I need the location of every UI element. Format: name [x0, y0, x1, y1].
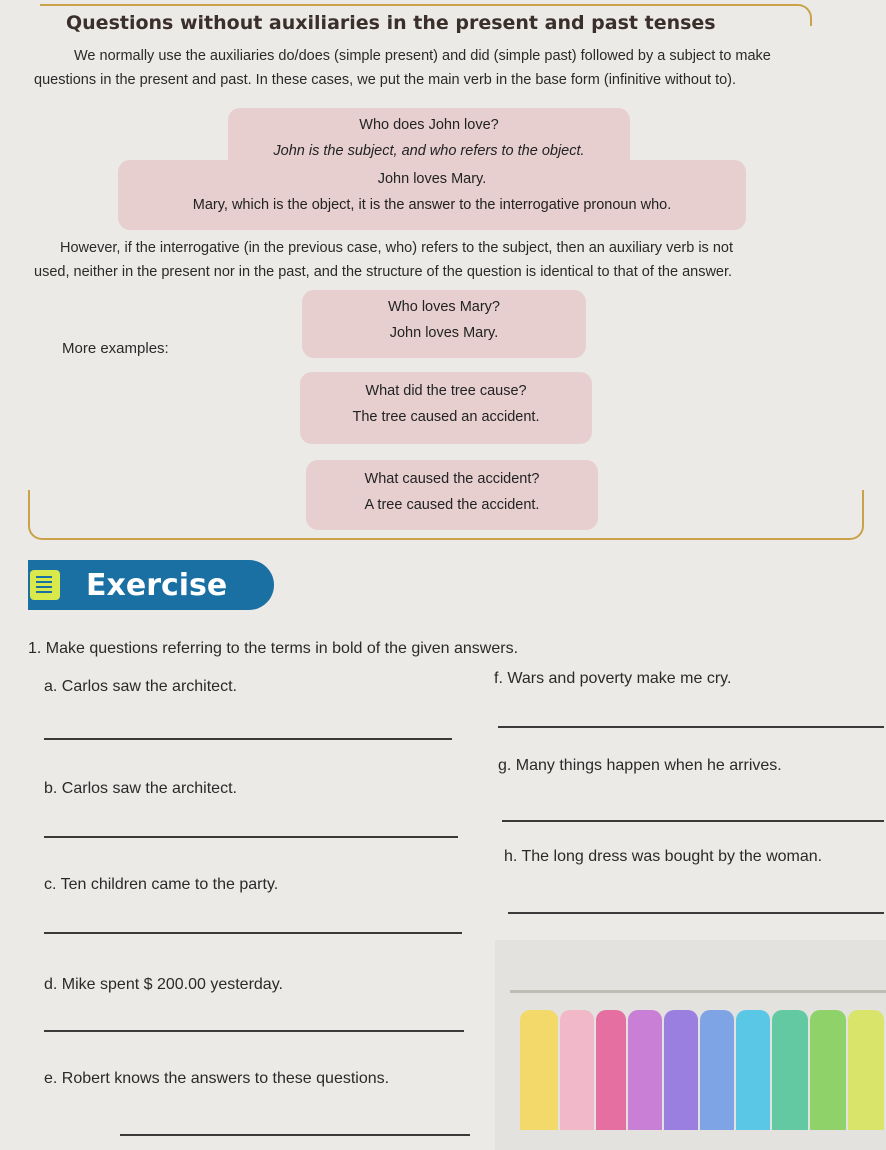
example-question: Who loves Mary?: [387, 299, 500, 315]
more-examples-label: More examples:: [62, 340, 169, 357]
exercise-item-d: d. Mike spent $ 200.00 yesterday.: [44, 976, 283, 993]
example-explanation: Mary, which is the object, it is the answer to the interrogative pronoun who.: [192, 197, 672, 213]
example-answer: The tree caused an accident.: [352, 409, 540, 425]
exercise-item-b: b. Carlos saw the architect.: [44, 780, 237, 797]
exercise-item-c: c. Ten children came to the party.: [44, 876, 279, 893]
answer-line-a[interactable]: [44, 738, 452, 740]
example-answer: John loves Mary.: [377, 171, 487, 187]
garment-blue: [700, 1010, 734, 1130]
subject-paragraph: [34, 236, 854, 284]
example-question: What caused the accident?: [364, 471, 540, 487]
example-box-5: [306, 460, 598, 530]
subject-line-2: used, neither in the present nor in the past, and the structure of the question is identical to that of the answer.: [34, 264, 733, 280]
garment-magenta: [596, 1010, 626, 1130]
subject-line-1: However, if the interrogative (in the previous case, who) refers to the subject, then an auxiliary verb is not: [60, 240, 733, 256]
intro-line-1: We normally use the auxiliaries do/does (simple present) and did (simple past) followed by a subject to make: [74, 48, 771, 64]
exercise-instruction: 1. Make questions referring to the terms in bold of the given answers.: [28, 640, 519, 657]
answer-line-f[interactable]: [498, 726, 884, 728]
exercise-title: Exercise: [86, 568, 228, 603]
garment-green: [810, 1010, 846, 1130]
answer-line-b[interactable]: [44, 836, 458, 838]
intro-paragraph: [34, 44, 854, 92]
example-explanation: John is the subject, and who refers to the object.: [273, 143, 585, 159]
answer-line-c[interactable]: [44, 932, 462, 934]
answer-line-g[interactable]: [502, 820, 884, 822]
example-box-3: [302, 290, 586, 358]
garment-yellow: [520, 1010, 558, 1130]
exercise-item-g: g. Many things happen when he arrives.: [498, 757, 782, 774]
garment-purple: [664, 1010, 698, 1130]
example-answer: A tree caused the accident.: [364, 497, 540, 513]
exercise-item-h: h. The long dress was bought by the woman.: [504, 848, 823, 865]
garment-violet: [628, 1010, 662, 1130]
garment-teal: [772, 1010, 808, 1130]
exercise-item-f: f. Wars and poverty make me cry.: [494, 670, 732, 687]
garment-cyan: [736, 1010, 770, 1130]
intro-line-2: questions in the present and past. In these cases, we put the main verb in the base form (infinitive without to).: [34, 72, 737, 88]
page-title: Questions without auxiliaries in the present and past tenses: [66, 12, 716, 34]
example-answer: John loves Mary.: [389, 325, 499, 341]
answer-line-h[interactable]: [508, 912, 884, 914]
example-question: What did the tree cause?: [365, 383, 527, 399]
clothes-rack-rail: [510, 990, 886, 993]
answer-line-e[interactable]: [120, 1134, 470, 1136]
garment-pink: [560, 1010, 594, 1130]
exercise-item-a: a. Carlos saw the architect.: [44, 678, 237, 695]
example-box-2: [118, 160, 746, 230]
example-box-4: [300, 372, 592, 444]
exercise-item-e: e. Robert knows the answers to these questions.: [44, 1070, 390, 1087]
example-question: Who does John love?: [359, 117, 499, 133]
garment-lime: [848, 1010, 884, 1130]
answer-line-d[interactable]: [44, 1030, 464, 1032]
notebook-icon: [30, 570, 60, 600]
